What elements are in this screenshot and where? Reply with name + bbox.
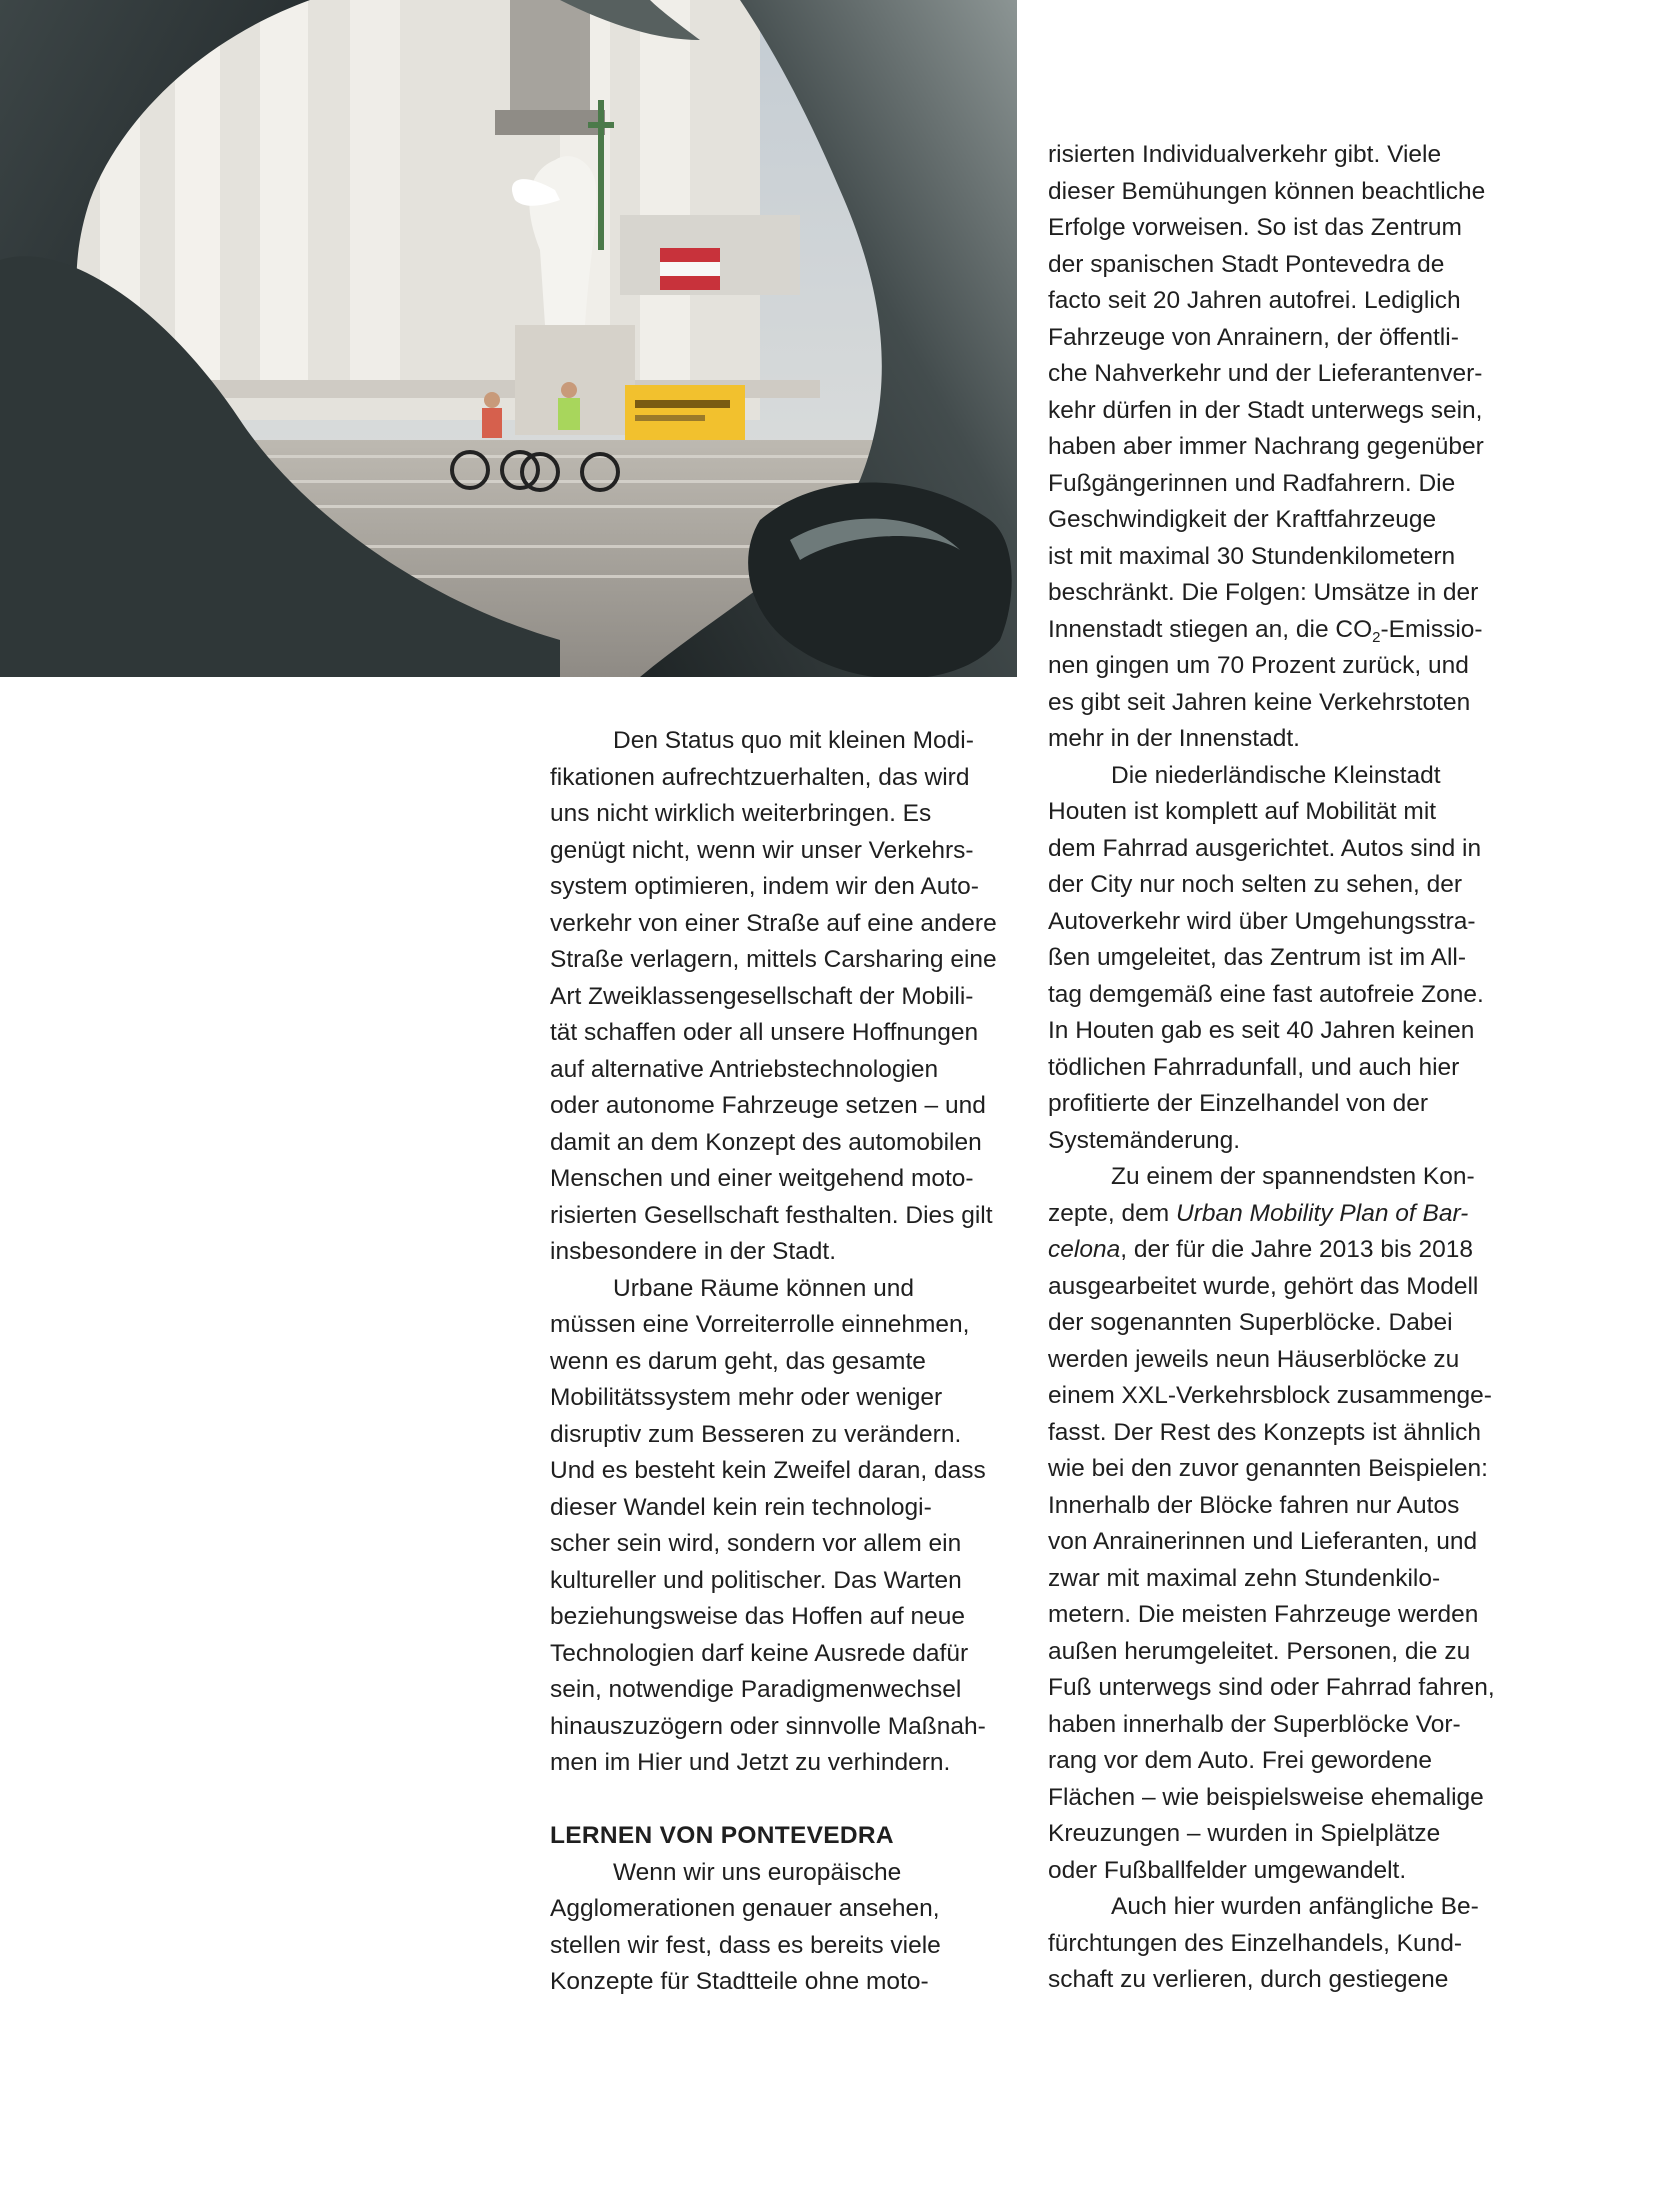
text-line: men im Hier und Jetzt zu verhindern. — [550, 1749, 951, 1776]
text-line: von Anrainerinnen und Lieferanten, und — [1048, 1528, 1478, 1555]
text-line-co2 — [1048, 612, 1528, 649]
text-line: Geschwindigkeit der Kraftfahrzeuge — [1048, 506, 1437, 533]
italic-title: celona — [1048, 1236, 1121, 1263]
text-line: Wenn wir uns europäische — [613, 1858, 902, 1886]
text-line: che Nahverkehr und der Lieferantenver- — [1048, 360, 1483, 387]
text-fragment: zepte, dem — [1048, 1199, 1177, 1227]
text-line: metern. Die meisten Fahrzeuge werden — [1048, 1601, 1479, 1628]
text-line: wie bei den zuvor genannten Beispielen: — [1048, 1455, 1488, 1482]
text-line — [1048, 1196, 1528, 1233]
text-line: Systemänderung. — [1048, 1126, 1241, 1154]
text-line: tag demgemäß eine fast autofreie Zone. — [1048, 980, 1484, 1008]
text-line: fasst. Der Rest des Konzepts ist ähnlich — [1048, 1418, 1482, 1446]
text-line: stellen wir fest, dass es bereits viele — [550, 1931, 941, 1959]
paragraph-pontevedra — [1048, 137, 1528, 758]
paragraph-pontevedra-intro — [550, 1855, 1030, 2001]
text-line: Fuß unterwegs sind oder Fahrrad fahren, — [1048, 1674, 1495, 1701]
church-cyclists-photo — [0, 0, 1017, 677]
text-line: ist mit maximal 30 Stundenkilometern — [1048, 542, 1456, 570]
text-line: disruptiv zum Besseren zu verändern. — [550, 1420, 962, 1448]
text-line: oder autonome Fahrzeuge setzen – und — [550, 1092, 986, 1119]
text-line: der spanischen Stadt Pontevedra de — [1048, 250, 1445, 278]
text-line: oder Fußballfelder umgewandelt. — [1048, 1856, 1407, 1884]
section-heading: LERNEN VON PONTEVEDRA — [550, 1822, 894, 1849]
text-line: tödlichen Fahrradunfall, und auch hier — [1048, 1053, 1460, 1081]
text-line: risierten Individualverkehr gibt. Viele — [1048, 141, 1442, 168]
text-line: ßen umgeleitet, das Zentrum ist im All- — [1048, 944, 1467, 971]
text-line: Urbane Räume können und — [613, 1274, 915, 1302]
text-line: scher sein wird, sondern vor allem ein — [550, 1530, 962, 1557]
text-line: außen herumgeleitet. Personen, die zu — [1048, 1637, 1471, 1665]
text-line: sein, notwendige Paradigmenwechsel — [550, 1676, 962, 1703]
text-line: zwar mit maximal zehn Stundenkilo- — [1048, 1564, 1441, 1592]
text-line: Den Status quo mit kleinen Modi- — [613, 727, 974, 754]
text-line: ausgearbeitet wurde, gehört das Modell — [1048, 1272, 1479, 1300]
text-line: schaft zu verlieren, durch gestiegene — [1048, 1966, 1449, 1993]
text-line: risierten Gesellschaft festhalten. Dies gilt — [550, 1201, 993, 1229]
text-fragment: , der für die Jahre 2013 bis 2018 — [1120, 1236, 1473, 1263]
text-line: Mobilitätssystem mehr oder weniger — [550, 1384, 943, 1411]
paragraph-status-quo — [550, 723, 1030, 1271]
text-line: Fahrzeuge von Anrainern, der öffentli- — [1048, 323, 1459, 351]
text-line: Straße verlagern, mittels Carsharing eine — [550, 946, 997, 973]
text-line: kehr dürfen in der Stadt unterwegs sein, — [1048, 396, 1483, 424]
text-line: Fußgängerinnen und Radfahrern. Die — [1048, 469, 1456, 497]
text-line: verkehr von einer Straße auf eine andere — [550, 909, 997, 937]
text-line — [1048, 1232, 1528, 1269]
text-line: Menschen und einer weitgehend moto- — [550, 1165, 974, 1192]
text-line: rang vor dem Auto. Frei gewordene — [1048, 1747, 1433, 1774]
text-line: auf alternative Antriebstechnologien — [550, 1055, 939, 1083]
text-line: mehr in der Innenstadt. — [1048, 725, 1300, 752]
text-line: Autoverkehr wird über Umgehungsstra- — [1048, 907, 1476, 935]
text-line: Konzepte für Stadtteile ohne moto- — [550, 1968, 929, 1995]
text-line: es gibt seit Jahren keine Verkehrstoten — [1048, 688, 1471, 716]
text-line: Die niederländische Kleinstadt — [1111, 761, 1441, 789]
text-line: einem XXL-Verkehrsblock zusammenge- — [1048, 1382, 1492, 1409]
text-line: Agglomerationen genauer ansehen, — [550, 1895, 940, 1922]
text-line: tät schaffen oder all unsere Hoffnungen — [550, 1019, 979, 1046]
italic-title: Urban Mobility Plan of Bar- — [1176, 1199, 1469, 1227]
text-line: müssen eine Vorreiterrolle einnehmen, — [550, 1311, 970, 1338]
text-line: dem Fahrrad ausgerichtet. Autos sind in — [1048, 834, 1482, 862]
text-line: Und es besteht kein Zweifel daran, dass — [550, 1457, 986, 1484]
text-line: beziehungsweise das Hoffen auf neue — [550, 1603, 965, 1630]
text-line: In Houten gab es seit 40 Jahren keinen — [1048, 1017, 1475, 1044]
text-line: dieser Wandel kein rein technologi- — [550, 1493, 932, 1521]
text-line: profitierte der Einzelhandel von der — [1048, 1090, 1428, 1117]
text-line: damit an dem Konzept des automobilen — [550, 1128, 982, 1156]
header-photo — [0, 0, 1017, 677]
text-fragment: Innenstadt stiegen an, die CO — [1048, 615, 1373, 643]
paragraph-einzelhandel — [1048, 1889, 1528, 1999]
text-line: haben innerhalb der Superblöcke Vor- — [1048, 1710, 1461, 1738]
text-line: beschränkt. Die Folgen: Umsätze in der — [1048, 579, 1479, 606]
text-line: fikationen aufrechtzuerhalten, das wird — [550, 763, 970, 791]
subscript-2: 2 — [1372, 628, 1381, 646]
text-line: hinauszuzögern oder sinnvolle Maßnah- — [550, 1712, 986, 1740]
text-line: Art Zweiklassengesellschaft der Mobili- — [550, 982, 974, 1010]
text-line: Zu einem der spannendsten Kon- — [1111, 1163, 1475, 1190]
text-line: der sogenannten Superblöcke. Dabei — [1048, 1309, 1453, 1336]
text-line: fürchtungen des Einzelhandels, Kund- — [1048, 1929, 1463, 1957]
text-line: nen gingen um 70 Prozent zurück, und — [1048, 652, 1469, 679]
text-line: wenn es darum geht, das gesamte — [550, 1347, 926, 1375]
text-line: system optimieren, indem wir den Auto- — [550, 873, 979, 900]
text-line: haben aber immer Nachrang gegenüber — [1048, 433, 1484, 460]
text-line: der City nur noch selten zu sehen, der — [1048, 871, 1463, 898]
text-line: dieser Bemühungen können beachtliche — [1048, 177, 1486, 205]
text-line: kultureller und politischer. Das Warten — [550, 1566, 962, 1594]
text-line: Auch hier wurden anfängliche Be- — [1111, 1893, 1479, 1920]
text-line: uns nicht wirklich weiterbringen. Es — [550, 800, 932, 827]
text-fragment: -Emissio- — [1380, 615, 1483, 643]
text-line: Houten ist komplett auf Mobilität mit — [1048, 798, 1437, 825]
text-line: Innerhalb der Blöcke fahren nur Autos — [1048, 1491, 1460, 1519]
text-line: facto seit 20 Jahren autofrei. Lediglich — [1048, 287, 1461, 314]
paragraph-barcelona — [1048, 1159, 1528, 1889]
text-line: insbesondere in der Stadt. — [550, 1238, 837, 1265]
text-line: Flächen – wie beispielsweise ehemalige — [1048, 1783, 1484, 1811]
text-line: genügt nicht, wenn wir unser Verkehrs- — [550, 836, 974, 864]
text-line: Kreuzungen – wurden in Spielplätze — [1048, 1820, 1441, 1847]
paragraph-houten — [1048, 758, 1528, 1160]
text-line: werden jeweils neun Häuserblöcke zu — [1048, 1345, 1460, 1373]
paragraph-urbane-raeume — [550, 1271, 1030, 1782]
left-text-column — [550, 723, 1030, 2001]
text-line: Technologien darf keine Ausrede dafür — [550, 1639, 969, 1667]
right-text-column — [1048, 137, 1528, 1999]
text-line: Erfolge vorweisen. So ist das Zentrum — [1048, 214, 1462, 241]
